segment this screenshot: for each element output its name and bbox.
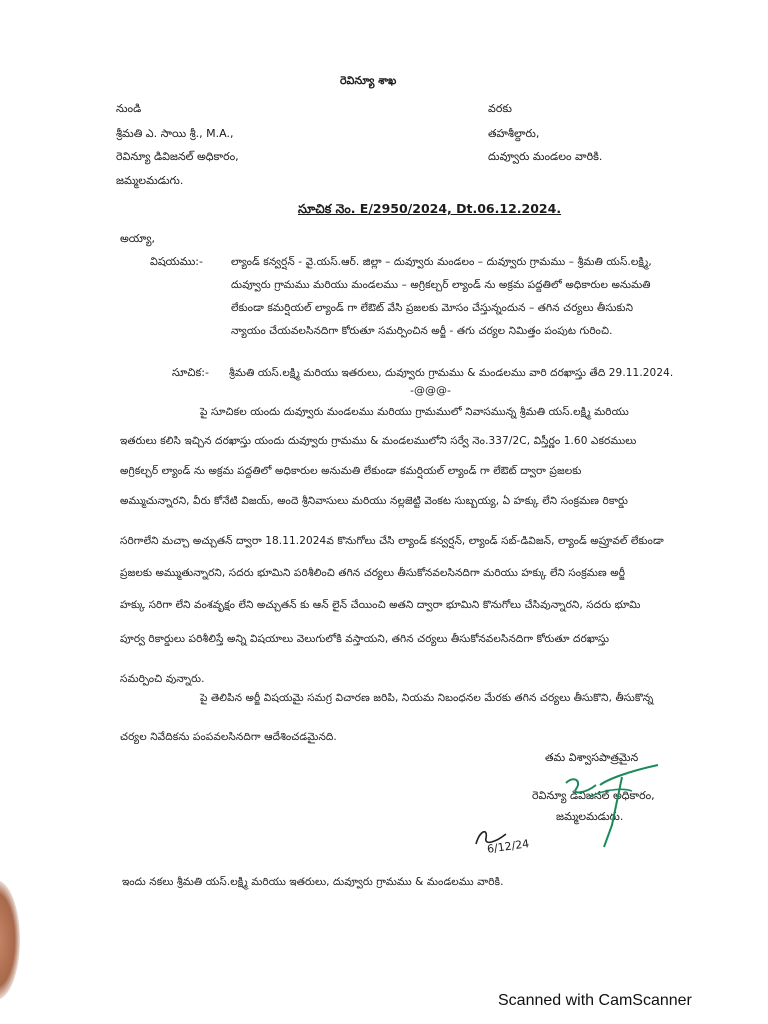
reference-label: సూచిక:- xyxy=(172,366,209,379)
body-line: హక్కు సరిగా లేని వంశవృక్షం లేని అచ్చుతన్ కు ఆన్ లైన్ చేయించి అతని ద్వారా భూమిని కొనుగోలు చేసివున్నారని, సదరు భూమి xyxy=(120,599,641,611)
reference-text: శ్రీమతి యస్.లక్ష్మి మరియు ఇతరులు, దువ్వూరు గ్రామము & మండలము వారి దరఖాస్తు తేది 29.11.2024. xyxy=(229,367,674,379)
to-office: దువ్వూరు మండలం వారికి. xyxy=(488,150,603,163)
body-line: ప్రజలకు అమ్ముతున్నారని, సదరు భూమిని పరిశీలించి తగిన చర్యలు తీసుకోనవలసినదిగా మరియు హక్కు లేని సంక్రమణ అర్జీ xyxy=(120,567,626,579)
from-place: జమ్మలమడుగు. xyxy=(116,174,184,187)
body-line: సమర్పించి వున్నారు. xyxy=(120,673,205,685)
from-name: శ్రీమతి ఎ. సాయి శ్రీ., M.A., xyxy=(116,127,234,140)
officer-signature xyxy=(560,755,670,855)
separator-mark: -@@@- xyxy=(410,384,451,397)
subject-line: దువ్వూరు గ్రామము మరియు మండలము – అగ్రికల్చర్ ల్యాండ్ ను అక్రమ పద్దతిలో అధికారుల అనుమతి xyxy=(231,279,651,291)
closing-faithfully: తమ విశ్వాసపాత్రమైన xyxy=(545,751,639,764)
scan-edge-shadow xyxy=(0,880,20,1000)
to-label: వరకు xyxy=(488,102,512,115)
initials-date: 6/12/24 xyxy=(486,837,531,856)
from-designation: రెవిన్యూ డివిజనల్ అధికారం, xyxy=(116,150,239,163)
scanner-watermark: Scanned with CamScanner xyxy=(498,992,692,1009)
body-line: అగ్రికల్చర్ ల్యాండ్ ను అక్రమ పద్దతిలో అధికారుల అనుమతి లేకుండా కమర్షియల్ ల్యాండ్ గా లేఔట్ ద్వారా ప్రజలకు xyxy=(120,465,582,477)
subject-label: విషయము:- xyxy=(150,255,203,268)
body-line: చర్యల నివేదికను పంపవలసినదిగా ఆదేశించడమైనది. xyxy=(120,731,337,743)
salutation: అయ్యా, xyxy=(120,232,156,245)
to-designation: తహశీల్దారు, xyxy=(488,127,540,140)
closing-designation: రెవిన్యూ డివిజనల్ అధికారం, xyxy=(532,789,655,802)
reference-number: సూచిక నెం. E/2950/2024, Dt.06.12.2024. xyxy=(298,201,562,216)
body-line: పూర్వ రికార్డులు పరిశీలిస్తే అన్ని విషయాలు వెలుగులోకి వస్తాయని, తగిన చర్యలు తీసుకోనవలసినదిగా కోరుతూ దరఖాస్తు xyxy=(120,633,610,645)
closing-place: జమ్మలమడుగు. xyxy=(556,810,624,823)
body-line: అమ్ముచున్నారని, వీరు కోనేటి విజయ్, అందె శ్రీనివాసులు మరియు నల్లజెట్టి వెంకట సుబ్బయ్య, ఏ హక్కు లేని సంక్రమణ రికార్డు xyxy=(120,495,628,507)
from-label: నుండి xyxy=(116,102,142,115)
subject-line: ల్యాండ్ కన్వర్షన్ - వై.యస్.ఆర్. జిల్లా – దువ్వూరు మండలం – దువ్వూరు గ్రామము – శ్రీమతి యస్.లక్ష్మి, xyxy=(231,256,652,268)
body-line: సరిగాలేని మచ్చా అచ్చుతన్ ద్వారా 18.11.2024వ కొనుగోలు చేసి ల్యాండ్ కన్వర్షన్, ల్యాండ్ సబ్-డివిజన్, ల్యాండ్ అప్రూవల్ లేకుండా xyxy=(120,535,664,547)
body-line: ఇతరులు కలిసి ఇచ్చిన దరఖాస్తు యందు దువ్వూరు గ్రామము & మండలములోని సర్వే నెం.337/2C, విస్తీర్ణం 1.60 ఎకరములు xyxy=(120,435,637,447)
body-line: పై తెలిపిన అర్జీ విషయమై సమగ్ర విచారణ జరిపి, నియమ నిబంధనల మేరకు తగిన చర్యలు తీసుకొని, తీసుకొన్న xyxy=(200,692,654,704)
copy-to-line: ఇందు నకలు శ్రీమతి యస్.లక్ష్మి మరియు ఇతరులు, దువ్వూరు గ్రామము & మండలము వారికి. xyxy=(122,876,504,888)
subject-line: న్యాయం చేయవలసినదిగా కోరుతూ సమర్పించిన అర్జీ - తగు చర్యల నిమిత్తం పంపుట గురించి. xyxy=(231,325,613,337)
department-heading: రెవిన్యూ శాఖ xyxy=(340,74,397,87)
body-line: పై సూచికల యందు దువ్వూరు మండలము మరియు గ్రామములో నివాసమున్న శ్రీమతి యస్.లక్ష్మి మరియు xyxy=(200,406,629,418)
subject-line: లేకుండా కమర్షియల్ ల్యాండ్ గా లేఔట్ వేసి ప్రజలకు మోసం చేస్తున్నందున – తగిన చర్యలు తీసుకుని xyxy=(231,302,634,314)
